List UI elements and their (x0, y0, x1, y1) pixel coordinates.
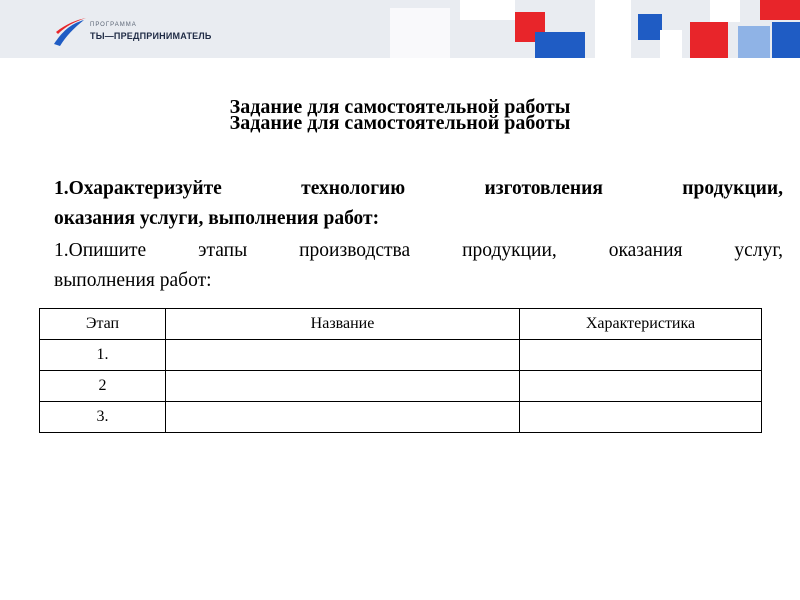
column-header-name: Название (166, 309, 520, 340)
task-bold-line-2: оказания услуги, выполнения работ: (54, 208, 380, 229)
task-bold-line-1: 1.Охарактеризуйте технологию изготовления продукции, (54, 178, 783, 199)
task-plain-line-2: выполнения работ: (54, 270, 212, 291)
stages-table (39, 308, 762, 433)
table-cell-name[interactable] (166, 340, 520, 371)
logo-swoosh-icon (52, 14, 88, 48)
task-instruction-bold (54, 174, 783, 234)
program-logo (52, 14, 232, 48)
table-cell-characteristic[interactable] (520, 340, 762, 371)
page-title: Задание для самостоятельной работы (229, 96, 571, 118)
table-row (40, 402, 762, 433)
table-row (40, 371, 762, 402)
table-cell-characteristic[interactable] (520, 402, 762, 433)
column-header-characteristic: Характеристика (520, 309, 762, 340)
table-cell-stage: 2 (40, 371, 166, 402)
header-decoration (390, 0, 800, 58)
table-cell-characteristic[interactable] (520, 371, 762, 402)
table-row (40, 340, 762, 371)
table-cell-stage: 1. (40, 340, 166, 371)
column-header-stage: Этап (40, 309, 166, 340)
table-header-row (40, 309, 762, 340)
page-title-duplicate: Задание для самостоятельной работы (229, 112, 571, 134)
task-instruction (54, 236, 783, 296)
logo-subtitle: ПРОГРАММА (90, 22, 137, 28)
logo-title: ТЫ—ПРЕДПРИНИМАТЕЛЬ (90, 31, 212, 41)
header-band (0, 0, 800, 58)
table-cell-name[interactable] (166, 402, 520, 433)
task-plain-line-1: 1.Опишите этапы производства продукции, оказания услуг, (54, 240, 783, 261)
table-cell-stage: 3. (40, 402, 166, 433)
table-cell-name[interactable] (166, 371, 520, 402)
